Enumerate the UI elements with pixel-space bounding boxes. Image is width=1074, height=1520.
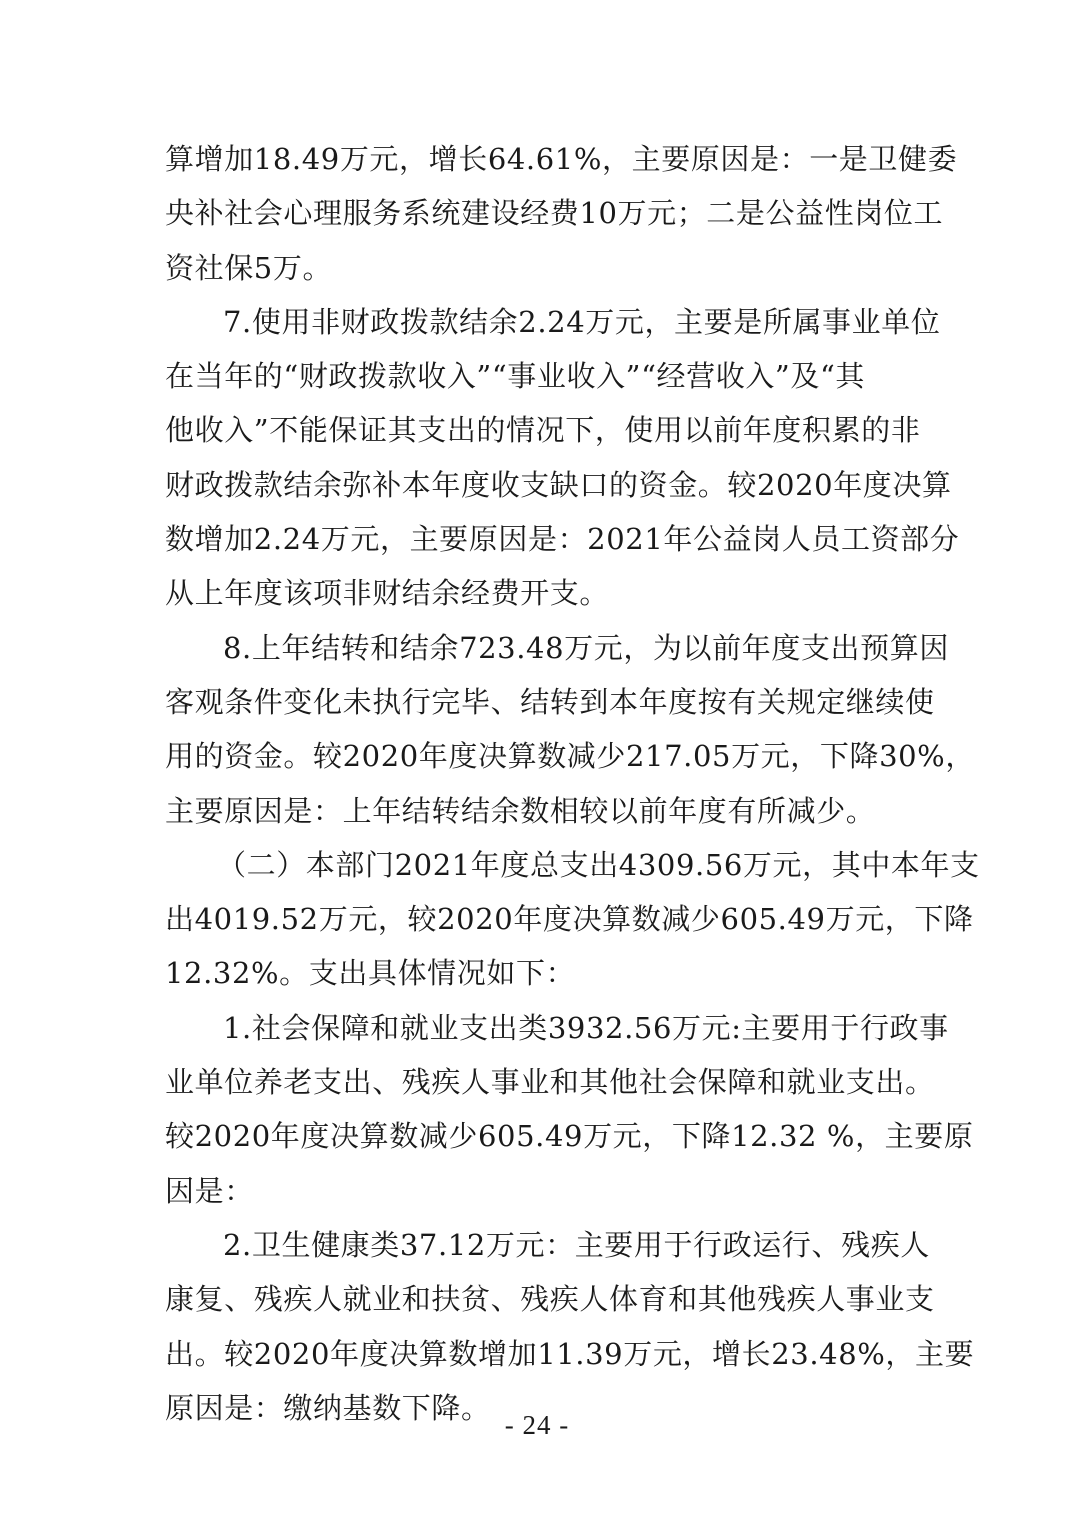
paragraph-start-line: 8.上年结转和结余723.48万元，为以前年度支出预算因 — [223, 630, 949, 665]
paragraph-start-line: 7.使用非财政拨款结余2.24万元，主要是所属事业单位 — [223, 304, 941, 339]
document-body — [165, 132, 980, 1435]
text-line: 资社保5万。 — [165, 250, 333, 285]
text-line: 在当年的“财政拨款收入”“事业收入”“经营收入”及“其 — [165, 359, 865, 394]
page-number: - 24 - — [504, 1410, 570, 1440]
text-line: 业单位养老支出、残疾人事业和其他社会保障和就业支出。 — [165, 1065, 935, 1100]
text-line: 原因是：缴纳基数下降。 — [165, 1390, 491, 1425]
paragraph-start-line: （二）本部门2021年度总支出4309.56万元，其中本年支 — [217, 847, 980, 882]
text-line: 用的资金。较2020年度决算数减少217.05万元，下降30%， — [165, 739, 975, 774]
text-line: 财政拨款结余弥补本年度收支缺口的资金。较2020年度决算 — [165, 467, 952, 502]
text-line: 数增加2.24万元，主要原因是：2021年公益岗人员工资部分 — [165, 522, 960, 557]
text-line: 主要原因是：上年结转结余数相较以前年度有所减少。 — [165, 793, 876, 828]
text-line: 他收入”不能保证其支出的情况下，使用以前年度积累的非 — [165, 413, 921, 448]
text-line: 较2020年度决算数减少605.49万元，下降12.32 %，主要原 — [165, 1119, 974, 1154]
text-line: 因是： — [165, 1173, 254, 1208]
text-line: 出。较2020年度决算数增加11.39万元，增长23.48%，主要 — [165, 1336, 975, 1371]
text-line: 康复、残疾人就业和扶贫、残疾人体育和其他残疾人事业支 — [165, 1282, 935, 1317]
text-line: 12.32%。支出具体情况如下： — [165, 956, 576, 991]
text-line: 算增加18.49万元，增长64.61%，主要原因是：一是卫健委 — [165, 142, 958, 176]
paragraph-start-line: 1.社会保障和就业支出类3932.56万元:主要用于行政事 — [223, 1010, 949, 1045]
paragraph-start-line: 2.卫生健康类37.12万元：主要用于行政运行、残疾人 — [223, 1227, 930, 1262]
text-line: 从上年度该项非财结余经费开支。 — [165, 576, 610, 611]
text-line: 央补社会心理服务系统建设经费10万元；二是公益性岗位工 — [165, 196, 944, 231]
text-line: 出4019.52万元，较2020年度决算数减少605.49万元，下降 — [165, 902, 974, 937]
text-line: 客观条件变化未执行完毕、结转到本年度按有关规定继续使 — [165, 684, 935, 719]
